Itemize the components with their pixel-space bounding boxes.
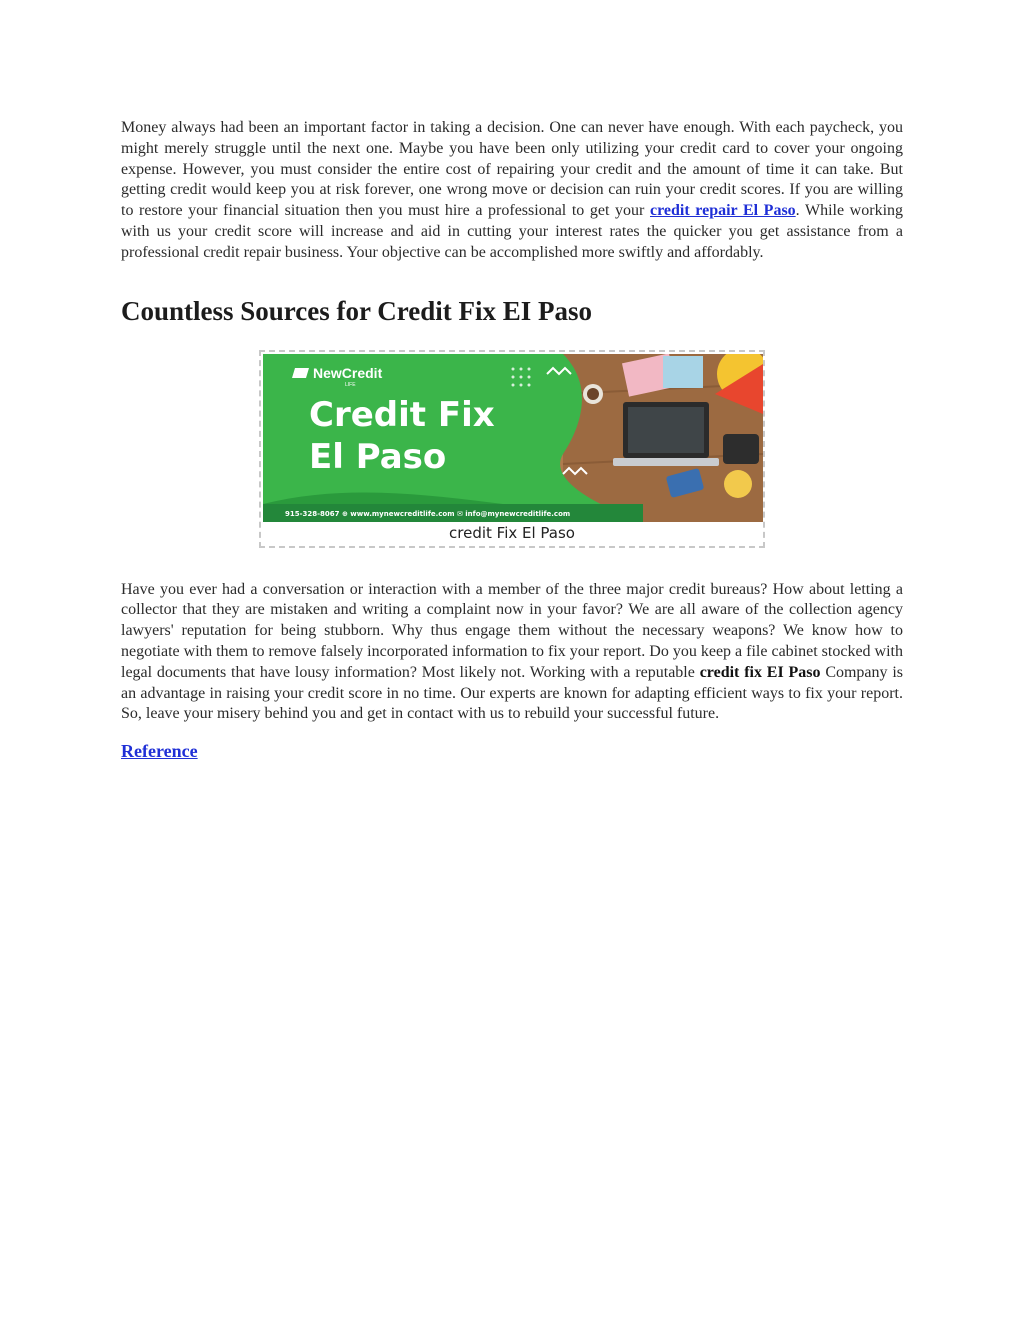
reference-line (121, 741, 903, 762)
image-caption: credit Fix El Paso (449, 523, 575, 542)
banner-contact-text: 915-328-8067 ⊕ www.mynewcreditlife.com ✉ info@mynewcreditlife.com (285, 509, 571, 518)
banner-image (263, 354, 763, 522)
banner-title-line1: Credit Fix (309, 394, 495, 435)
body-paragraph (121, 580, 903, 726)
credit-repair-link[interactable]: credit repair El Paso (649, 202, 796, 220)
reference-link[interactable]: Reference (121, 741, 198, 762)
banner-title-line2: El Paso (309, 436, 447, 477)
section-heading: Countless Sources for Credit Fix EI Paso (121, 295, 593, 326)
banner-logo-text: NewCredit (313, 364, 383, 381)
banner-figure (259, 350, 765, 548)
document-page (121, 118, 903, 762)
bold-keyword: credit fix EI Paso (699, 663, 821, 681)
intro-text-after: . While working with us your credit score will increase and aid in cutting your interest rates the quicker you get assistance from a professional credit repair business. Your objective can be accomplished more swiftly and affordably. (121, 202, 904, 261)
intro-paragraph (121, 118, 903, 264)
body-text-before: Have you ever had a conversation or interaction with a member of the three major credit bureaus? How about letting a collector that they are mistaken and writing a complaint now in your favor? We are all aware of the collection agency lawyers' reputation for being stubborn. Why thus engage them without the necessary weapons? We know how to negotiate with them to remove falsely incorporated information to fix your report. Do you keep a file cabinet stocked with legal documents that have lousy information? Most likely not. Working with a reputable (121, 580, 903, 681)
intro-text-before: Money always had been an important factor in taking a decision. One can never have enough. With each paycheck, you might merely struggle until the next one. Maybe you have been only utilizing your credit card to cover your ongoing expense. However, you must consider the entire cost of repairing your credit and the amount of time it can take. But getting credit would keep you at risk forever, one wrong move or decision can ruin your credit scores. If you are willing to restore your financial situation then you must hire a professional to get your (121, 119, 903, 220)
body-text-after: Company is an advantage in raising your credit score in no time. Our experts are known for adapting efficient ways to fix your report. So, leave your misery behind you and get in contact with us to rebuild your successful future. (121, 663, 904, 723)
banner-logo-sub: LIFE (345, 381, 356, 388)
